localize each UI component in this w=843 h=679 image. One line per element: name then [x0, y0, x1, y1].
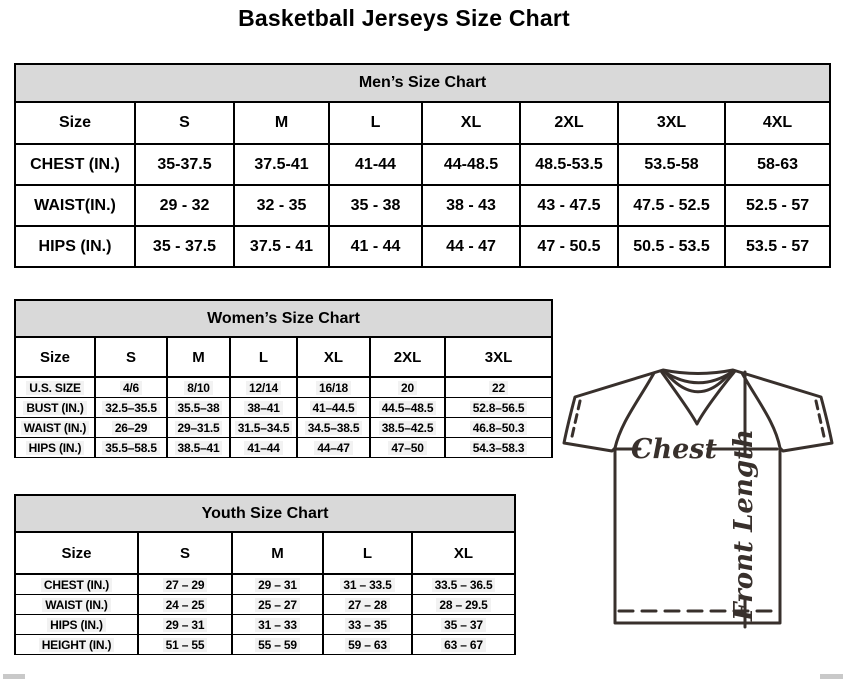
row-label: HEIGHT (IN.)	[15, 635, 138, 655]
cell: 52.5 - 57	[725, 185, 830, 226]
column-header: XL	[297, 337, 370, 377]
cell: 28 – 29.5	[412, 595, 515, 615]
cell: 58-63	[725, 144, 830, 185]
column-header: S	[95, 337, 167, 377]
cell: 59 – 63	[323, 635, 412, 655]
table-row	[15, 337, 552, 377]
cell: 8/10	[167, 377, 230, 398]
mens-size-table	[14, 63, 831, 268]
jersey-diagram	[555, 360, 843, 679]
column-header: XL	[412, 532, 515, 574]
cell: 35.5–58.5	[95, 438, 167, 458]
cell: 41–44	[230, 438, 297, 458]
cell: 33 – 35	[323, 615, 412, 635]
column-header: L	[230, 337, 297, 377]
cell: 54.3–58.3	[445, 438, 552, 458]
table-row	[15, 185, 830, 226]
cell: 27 – 28	[323, 595, 412, 615]
horizontal-scrollbar-fragment[interactable]	[3, 674, 25, 679]
cell: 34.5–38.5	[297, 418, 370, 438]
cell: 32 - 35	[234, 185, 329, 226]
cell: 31 – 33.5	[323, 574, 412, 595]
column-header: Size	[15, 532, 138, 574]
row-label: BUST (IN.)	[15, 398, 95, 418]
cell: 35-37.5	[135, 144, 234, 185]
jersey-outline	[564, 370, 832, 623]
table-row	[15, 102, 830, 144]
cell: 44 - 47	[422, 226, 520, 267]
cell: 44.5–48.5	[370, 398, 445, 418]
cell: 35 – 37	[412, 615, 515, 635]
column-header: M	[234, 102, 329, 144]
column-header: 2XL	[370, 337, 445, 377]
cell: 38 - 43	[422, 185, 520, 226]
cell: 4/6	[95, 377, 167, 398]
cell: 29–31.5	[167, 418, 230, 438]
column-header: 3XL	[618, 102, 725, 144]
column-header: M	[167, 337, 230, 377]
table-row	[15, 595, 515, 615]
cell: 35.5–38	[167, 398, 230, 418]
table-row	[15, 300, 552, 337]
cell: 12/14	[230, 377, 297, 398]
cell: 16/18	[297, 377, 370, 398]
cell: 48.5-53.5	[520, 144, 618, 185]
cell: 38–41	[230, 398, 297, 418]
cell: 55 – 59	[232, 635, 323, 655]
cell: 53.5-58	[618, 144, 725, 185]
cell: 50.5 - 53.5	[618, 226, 725, 267]
row-label: HIPS (IN.)	[15, 438, 95, 458]
table-row	[15, 615, 515, 635]
row-label: WAIST (IN.)	[15, 595, 138, 615]
row-label: U.S. SIZE	[15, 377, 95, 398]
cell: 37.5-41	[234, 144, 329, 185]
column-header: L	[323, 532, 412, 574]
column-header: S	[135, 102, 234, 144]
youth-chart-title: Youth Size Chart	[15, 495, 515, 532]
cell: 22	[445, 377, 552, 398]
cell: 44–47	[297, 438, 370, 458]
cell: 53.5 - 57	[725, 226, 830, 267]
horizontal-scrollbar-fragment[interactable]	[820, 674, 843, 679]
table-row	[15, 574, 515, 595]
column-header: S	[138, 532, 232, 574]
cell: 47–50	[370, 438, 445, 458]
row-label: CHEST (IN.)	[15, 574, 138, 595]
table-row	[15, 144, 830, 185]
cell: 46.8–50.3	[445, 418, 552, 438]
column-header: Size	[15, 102, 135, 144]
row-label: WAIST (IN.)	[15, 418, 95, 438]
cell: 29 – 31	[232, 574, 323, 595]
womens-size-table	[14, 299, 553, 458]
table-row	[15, 64, 830, 102]
front-length-label: Front Length	[729, 429, 759, 621]
column-header: L	[329, 102, 422, 144]
cell: 63 – 67	[412, 635, 515, 655]
cell: 44-48.5	[422, 144, 520, 185]
cell: 47 - 50.5	[520, 226, 618, 267]
cell: 51 – 55	[138, 635, 232, 655]
chest-label: Chest	[631, 434, 717, 465]
table-row	[15, 418, 552, 438]
column-header: M	[232, 532, 323, 574]
cell: 38.5–42.5	[370, 418, 445, 438]
cell: 37.5 - 41	[234, 226, 329, 267]
cell: 47.5 - 52.5	[618, 185, 725, 226]
cell: 29 - 32	[135, 185, 234, 226]
column-header: Size	[15, 337, 95, 377]
cell: 52.8–56.5	[445, 398, 552, 418]
cell: 43 - 47.5	[520, 185, 618, 226]
cell: 41-44	[329, 144, 422, 185]
column-header: 3XL	[445, 337, 552, 377]
cell: 38.5–41	[167, 438, 230, 458]
cell: 24 – 25	[138, 595, 232, 615]
table-row	[15, 438, 552, 458]
youth-size-table	[14, 494, 516, 655]
cell: 35 - 38	[329, 185, 422, 226]
page-title: Basketball Jerseys Size Chart	[238, 5, 570, 31]
mens-chart-title: Men’s Size Chart	[15, 64, 830, 102]
table-row	[15, 635, 515, 655]
column-header: XL	[422, 102, 520, 144]
table-row	[15, 532, 515, 574]
cell: 41–44.5	[297, 398, 370, 418]
column-header: 4XL	[725, 102, 830, 144]
cell: 26–29	[95, 418, 167, 438]
table-row	[15, 226, 830, 267]
cell: 31.5–34.5	[230, 418, 297, 438]
row-label: HIPS (IN.)	[15, 226, 135, 267]
row-label: CHEST (IN.)	[15, 144, 135, 185]
cell: 27 – 29	[138, 574, 232, 595]
table-row	[15, 495, 515, 532]
cell: 25 – 27	[232, 595, 323, 615]
cell: 32.5–35.5	[95, 398, 167, 418]
cell: 29 – 31	[138, 615, 232, 635]
row-label: WAIST(IN.)	[15, 185, 135, 226]
cell: 33.5 – 36.5	[412, 574, 515, 595]
row-label: HIPS (IN.)	[15, 615, 138, 635]
table-row	[15, 398, 552, 418]
cell: 35 - 37.5	[135, 226, 234, 267]
cell: 41 - 44	[329, 226, 422, 267]
cell: 31 – 33	[232, 615, 323, 635]
table-row	[15, 377, 552, 398]
column-header: 2XL	[520, 102, 618, 144]
cell: 20	[370, 377, 445, 398]
womens-chart-title: Women’s Size Chart	[15, 300, 552, 337]
